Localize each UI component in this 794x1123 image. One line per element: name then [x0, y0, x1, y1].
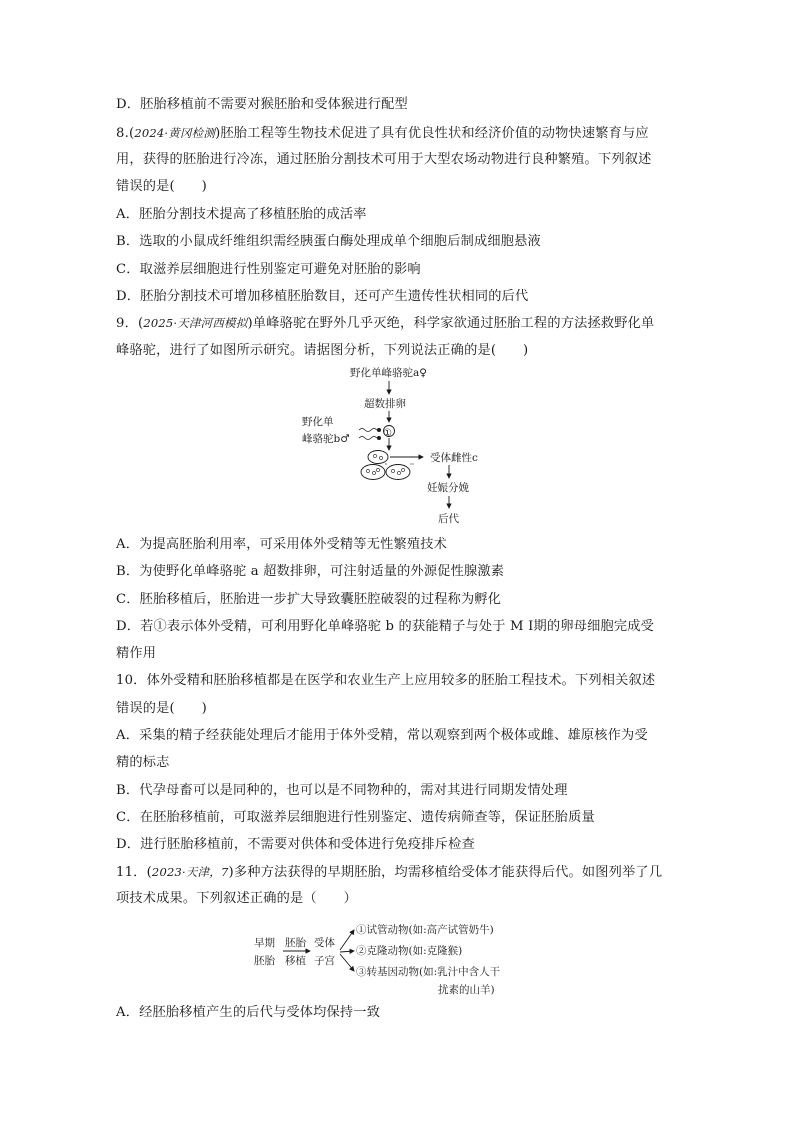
q11-source: 2023·天津，7 [151, 865, 229, 879]
q11-transfer-line-1: 胚胎 [285, 937, 306, 949]
q9-option-d-line-2: 精作用 [116, 646, 157, 661]
q9-stem-line-2: 峰骆驼，进行了如图所示研究。请据图分析，下列说法正确的是( ) [116, 343, 529, 358]
q10-option-c: C．在胚胎移植前，可取滋养层细胞进行性别鉴定、遗传病筛查等，保证胚胎质量 [116, 810, 595, 825]
q9-female-label: 野化单峰骆驼a♀ [350, 367, 427, 379]
q11-uterus-line-2: 子宫 [314, 955, 335, 967]
q8-stem-line-3: 错误的是( ) [116, 179, 208, 194]
q8-stem-line-2: 用，获得的胚胎进行冷冻，通过胚胎分割技术可用于大型农场动物进行良种繁殖。下列叙述 [116, 152, 652, 167]
q11-stem-line-1: 11．(2023·天津，7)多种方法获得的早期胚胎，均需移植给受体才能获得后代。如图列举了几 [116, 865, 663, 880]
q10-option-a-line-2: 精的标志 [116, 755, 170, 770]
q8-stem-line-1: 8.(2024·黄冈检测)胚胎工程等生物技术促进了具有优良性状和经济价值的动物快速繁育与应 [116, 126, 649, 141]
q9-stem-line-1: 9．(2025·天津河西模拟)单峰骆驼在野外几乎灭绝，科学家欲通过胚胎工程的方法拯救野化单 [116, 316, 655, 331]
q11-outcome-3-line-1: ③转基因动物(如:乳汁中含人干 [356, 966, 501, 978]
q10-option-a-line-1: A．采集的精子经获能处理后才能用于体外受精，常以观察到两个极体或雌、雄原核作为受 [116, 728, 648, 743]
q9-option-d-line-1: D．若①表示体外受精，可利用野化单峰骆驼 b 的获能精子与处于 M Ⅰ期的卵母细胞完成受 [116, 619, 655, 634]
q9-recipient-label: 受体雌性c [430, 452, 478, 464]
q7-option-d: D．胚胎移植前不需要对猴胚胎和受体猴进行配型 [116, 97, 408, 112]
q9-male-label-line-2: 峰骆驼b♂ [302, 433, 350, 445]
q9-source: 2025·天津河西模拟 [143, 316, 248, 330]
q9-pregnancy-label: 妊娠分娩 [427, 482, 469, 494]
q8-option-b: B．选取的小鼠成纤维组织需经胰蛋白酶处理成单个细胞后制成细胞悬液 [116, 234, 541, 249]
q9-offspring-label: 后代 [438, 513, 459, 525]
q11-outcome-2: ②克隆动物(如:克隆猴) [356, 945, 463, 957]
q11-option-a: A．经胚胎移植产生的后代与受体均保持一致 [116, 1005, 381, 1020]
q11-outcome-3-line-2: 扰素的山羊) [438, 984, 495, 996]
q10-option-b: B．代孕母畜可以是同种的，也可以是不同物种的，需对其进行同期发情处理 [116, 783, 568, 798]
q8-option-c: C．取滋养层细胞进行性别鉴定可避免对胚胎的影响 [116, 262, 421, 277]
q11-early-embryo-line-2: 胚胎 [254, 955, 275, 967]
q11-diagram [248, 914, 538, 1000]
q11-stem-line-2: 项技术成果。下列叙述正确的是（ ） [116, 891, 357, 906]
q9-diagram [290, 362, 520, 530]
q9-option-b: B．为使野化单峰骆驼 a 超数排卵，可注射适量的外源促性腺激素 [116, 564, 505, 579]
q10-option-d: D．进行胚胎移植前，不需要对供体和受体进行免疫排斥检查 [116, 837, 475, 852]
q10-stem-line-1: 10．体外受精和胚胎移植都是在医学和农业生产上应用较多的胚胎工程技术。下列相关叙述 [116, 673, 656, 688]
q9-superovulation-label: 超数排卵 [364, 398, 406, 410]
q11-transfer-line-2: 移植 [285, 955, 306, 967]
q11-outcome-1: ①试管动物(如:高产试管奶牛) [356, 924, 494, 936]
q9-male-label-line-1: 野化单 [302, 416, 334, 428]
q10-stem-line-2: 错误的是( ) [116, 701, 208, 716]
q8-option-a: A．胚胎分割技术提高了移植胚胎的成活率 [116, 207, 367, 222]
q8-source: 2024·黄冈检测 [134, 126, 216, 140]
q9-step-1-label: ① [383, 428, 392, 439]
q9-sperm-icon [359, 428, 381, 440]
q9-embryo-icon [368, 451, 388, 464]
q9-option-a: A．为提高胚胎利用率，可采用体外受精等无性繁殖技术 [116, 537, 448, 552]
q8-option-d: D．胚胎分割技术可增加移植胚胎数目，还可产生遗传性状相同的后代 [116, 289, 529, 304]
q11-uterus-line-1: 受体 [314, 937, 335, 949]
q9-split-embryo-icon [361, 463, 414, 480]
q11-early-embryo-line-1: 早期 [254, 937, 275, 949]
q9-option-c: C．胚胎移植后，胚胎进一步扩大导致囊胚腔破裂的过程称为孵化 [116, 592, 502, 607]
